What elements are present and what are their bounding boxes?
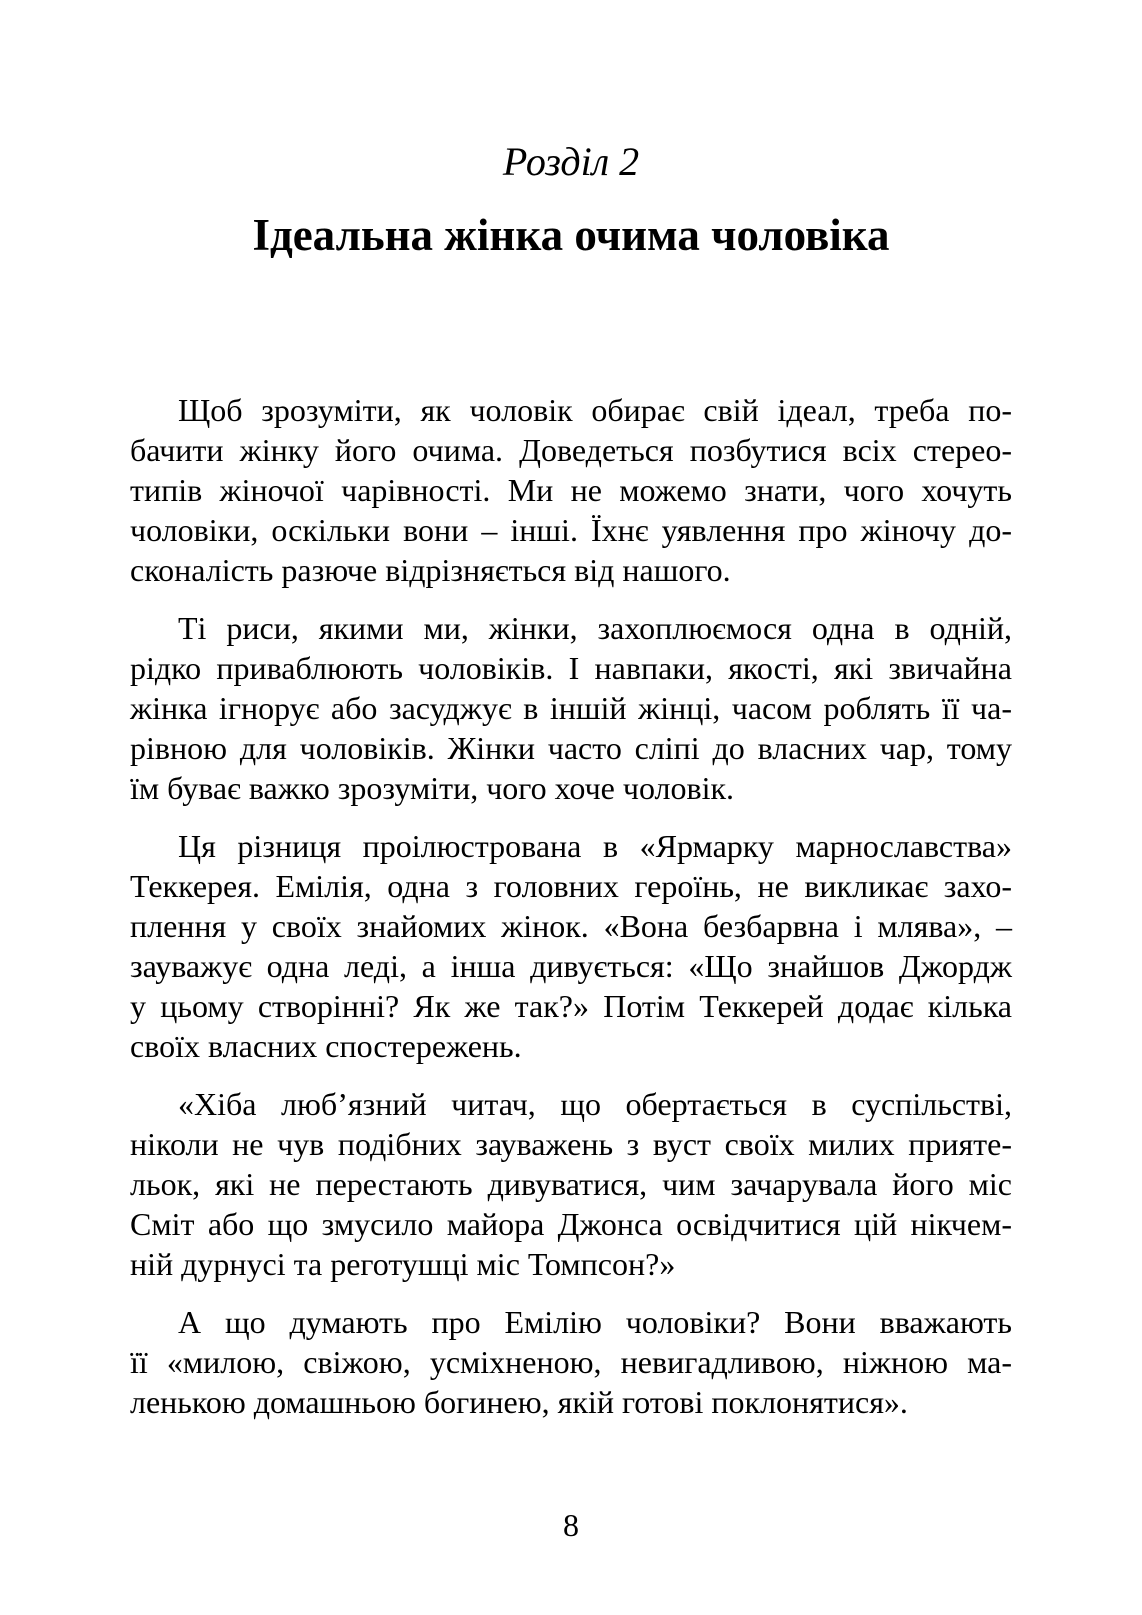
text-line: ніколи не чув подібних зауважень з вуст своїх милих прияте- <box>130 1126 1012 1162</box>
text-line: Теккерея. Емілія, одна з головних героїнь, не викликає захо- <box>130 868 1012 904</box>
paragraph <box>130 1084 1012 1284</box>
text-line: плення у своїх знайомих жінок. «Вона безбарвна і млява», – <box>130 908 1012 944</box>
paragraph <box>130 1302 1012 1422</box>
chapter-label: Розділ 2 <box>502 139 640 184</box>
paragraph <box>130 390 1012 590</box>
text-line: Щоб зрозуміти, як чоловік обирає свій ідеал, треба по- <box>178 392 1012 428</box>
text-line: рівною для чоловіків. Жінки часто сліпі до власних чар, тому <box>130 730 1012 766</box>
text-line: бачити жінку його очима. Доведеться позбутися всіх стерео- <box>130 432 1012 468</box>
body-text <box>130 390 1012 1422</box>
page-content <box>130 0 1012 1440</box>
text-line: їм буває важко зрозуміти, чого хоче чоловік. <box>130 770 735 806</box>
text-line: «Хіба люб’язний читач, що обертається в суспільстві, <box>178 1086 1012 1122</box>
text-line: її «милою, свіжою, усміхненою, невигадливою, ніжною ма- <box>130 1344 1012 1380</box>
text-line: Ця різниця проілюстрована в «Ярмарку марнославства» <box>178 828 1012 864</box>
text-line: Ті риси, якими ми, жінки, захоплюємося одна в одній, <box>178 610 1012 646</box>
page-number: 8 <box>563 1507 579 1543</box>
text-line: льок, які не перестають дивуватися, чим зачарувала його міс <box>130 1166 1012 1202</box>
text-line: рідко приваблюють чоловіків. І навпаки, якості, які звичайна <box>130 650 1012 686</box>
text-line: А що думають про Емілію чоловіки? Вони вважають <box>178 1304 1012 1340</box>
text-line: Сміт або що змусило майора Джонса освідчитися цій нікчем- <box>130 1206 1012 1242</box>
text-line: ленькою домашньою богинею, якій готові поклонятися». <box>130 1384 908 1420</box>
chapter-title: Ідеальна жінка очима чоловіка <box>252 210 890 260</box>
text-line: сконалість разюче відрізняється від нашого. <box>130 552 731 588</box>
paragraph <box>130 826 1012 1066</box>
text-line: чоловіки, оскільки вони – інші. Їхнє уявлення про жіночу до- <box>130 512 1012 548</box>
text-line: у цьому створінні? Як же так?» Потім Теккерей додає кілька <box>130 988 1012 1024</box>
text-line: жінка ігнорує або засуджує в іншій жінці, часом роблять її ча- <box>130 690 1012 726</box>
text-line: своїх власних спостережень. <box>130 1028 522 1064</box>
text-line: зауважує одна леді, а інша дивується: «Що знайшов Джордж <box>130 948 1012 984</box>
paragraph <box>130 608 1012 808</box>
text-line: ній дурнусі та реготушці міс Томпсон?» <box>130 1246 676 1282</box>
text-line: типів жіночої чарівності. Ми не можемо знати, чого хочуть <box>130 472 1012 508</box>
